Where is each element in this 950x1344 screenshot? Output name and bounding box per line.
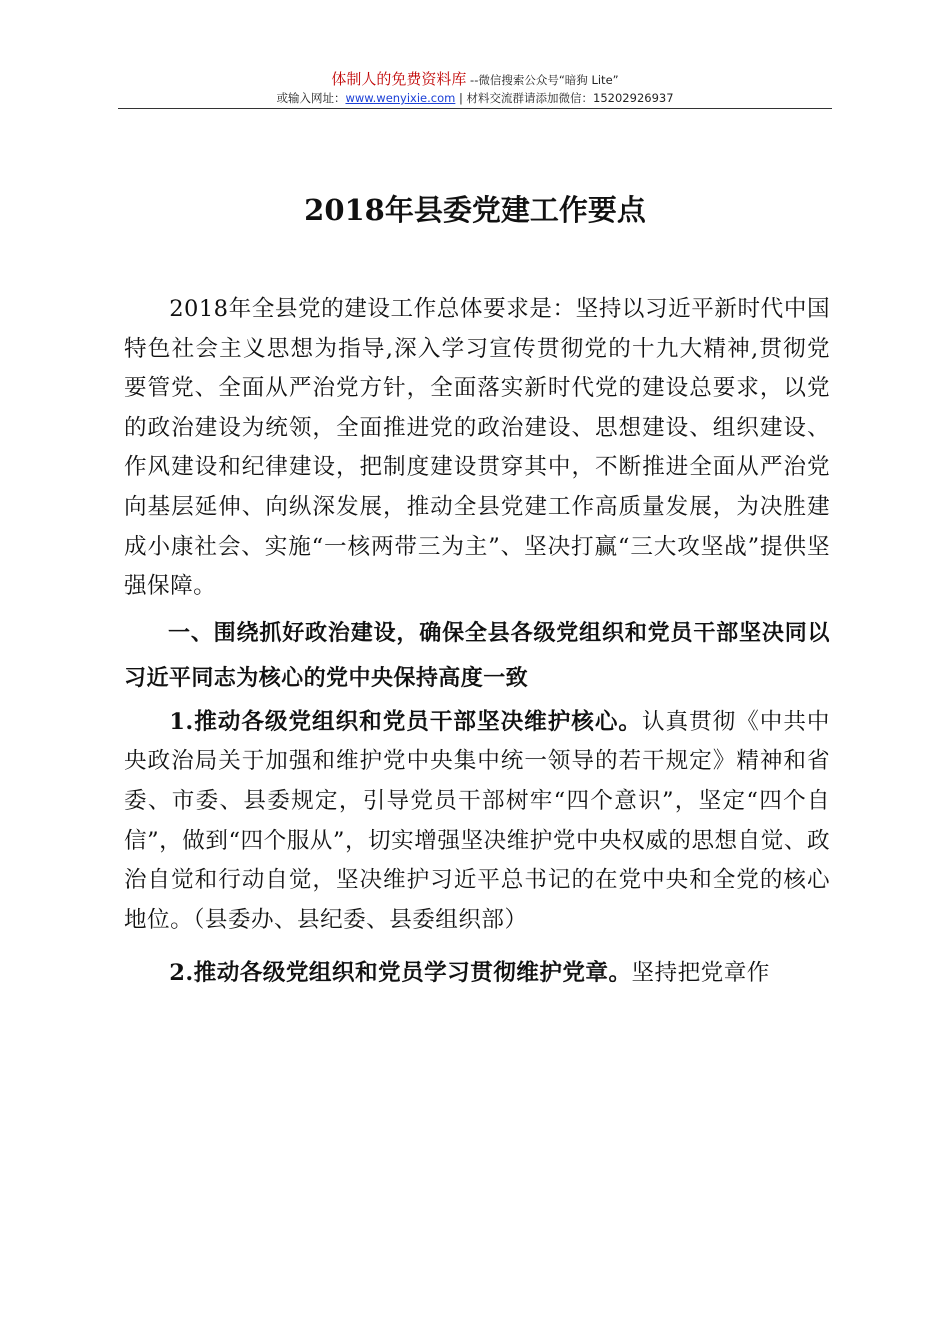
header-brand-line: [118, 70, 832, 89]
item-lead-2: 2.推动各级党组织和党员学习贯彻维护党章。: [169, 960, 632, 987]
header-brand: 体制人的免费资料库: [331, 70, 467, 88]
header-contact-line: [118, 89, 832, 107]
header-url-prefix: 或输入网址：: [276, 91, 346, 105]
page-header: [118, 70, 832, 107]
item-lead-1: 1.推动各级党组织和党员干部坚决维护核心。: [169, 708, 642, 735]
item-paragraph-1: [124, 703, 830, 941]
item-paragraph-2: [124, 954, 830, 994]
header-url-suffix: | 材料交流群请添加微信：15202926937: [455, 91, 674, 105]
header-divider: [118, 108, 832, 109]
item-body-1: 认真贯彻《中共中央政治局关于加强和维护党中央集中统一领导的若干规定》精神和省委、市委、县委规定，引导党员干部树牢“四个意识”，坚定“四个自信”，做到“四个服从”，切实增强坚决维护党中央权威的思想自觉、政治自觉和行动自觉，坚决维护习近平总书记的在党中央和全党的核心地位。（县委办、县纪委、县委组织部）: [124, 708, 830, 933]
section-heading-1: 一、围绕抓好政治建设，确保全县各级党组织和党员干部坚决同以习近平同志为核心的党中央保持高度一致: [124, 620, 830, 691]
document-body: [124, 290, 830, 994]
header-url-link[interactable]: www.wenyixie.com: [345, 91, 456, 105]
header-tagline: --微信搜索公众号“暗狗 Lite”: [466, 73, 619, 87]
intro-paragraph: 2018年全县党的建设工作总体要求是：坚持以习近平新时代中国特色社会主义思想为指导,深入学习宣传贯彻党的十九大精神,贯彻党要管党、全面从严治党方针，全面落实新时代党的建设总要求，以党的政治建设为统领，全面推进党的政治建设、思想建设、组织建设、作风建设和纪律建设，把制度建设贯穿其中，不断推进全面从严治党向基层延伸、向纵深发展，推动全县党建工作高质量发展，为决胜建成小康社会、实施“一核两带三为主”、坚决打赢“三大攻坚战”提供坚强保障。: [124, 296, 830, 600]
item-body-2: 坚持把党章作: [631, 960, 770, 987]
document-title: 2018年县委党建工作要点: [304, 193, 646, 227]
